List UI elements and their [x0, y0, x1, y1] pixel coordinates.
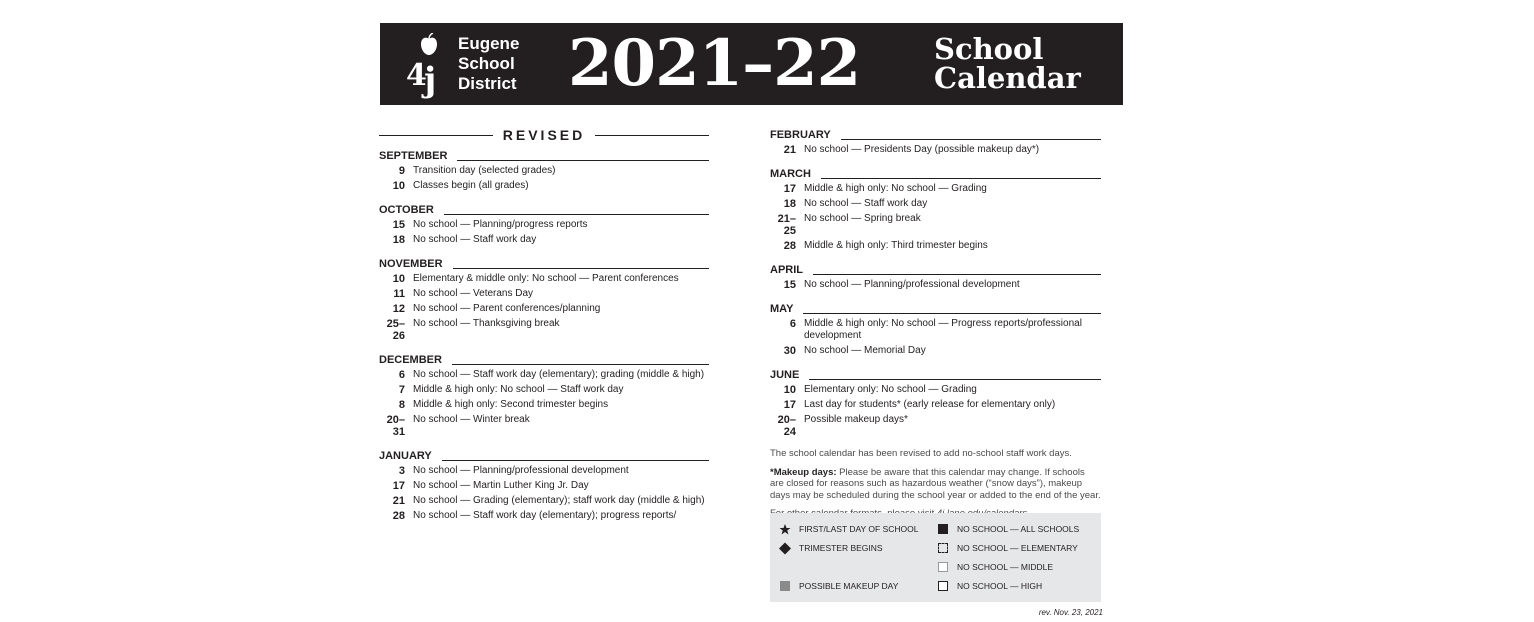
event-description: No school — Staff work day [804, 198, 928, 209]
right-column [770, 126, 1101, 520]
event-item [770, 144, 1101, 156]
event-day: 12 [392, 303, 405, 315]
event-day: 11 [393, 288, 405, 300]
diamond-icon [779, 542, 791, 554]
event-item [379, 180, 709, 192]
event-day: 25–26 [386, 318, 405, 342]
event-description: Classes begin (all grades) [413, 180, 529, 191]
event-item [770, 384, 1101, 396]
outline-square-icon [937, 580, 949, 592]
month-name: MAY [770, 303, 794, 315]
event-item [379, 318, 709, 342]
event-description: Middle & high only: No school — Staff work day [413, 384, 624, 395]
legend [770, 513, 1101, 602]
event-item [379, 165, 709, 177]
event-description: Middle & high only: No school — Progress reports/professional development [804, 318, 1082, 341]
legend-middle: NO SCHOOL — MIDDLE [937, 561, 1053, 573]
event-item [770, 240, 1101, 252]
month-name: OCTOBER [379, 204, 434, 216]
month-november [379, 255, 709, 342]
left-column [379, 126, 709, 531]
month-header [770, 165, 1101, 180]
makeup-note: *Makeup days: Please be aware that this calendar may change. If schools are closed for reasons such as hazardous weather (“snow days”), makeup days may be scheduled during the school year or added to the end of the year. [770, 466, 1101, 501]
event-description: No school — Thanksgiving break [413, 318, 560, 329]
event-day: 10 [392, 273, 405, 285]
month-name: JANUARY [379, 450, 432, 462]
event-item [379, 465, 709, 477]
event-day: 7 [398, 384, 405, 396]
month-header [379, 447, 709, 462]
event-day: 8 [398, 399, 405, 411]
month-april [770, 261, 1101, 291]
revised-heading: REVISED [379, 126, 709, 144]
event-item [379, 510, 709, 522]
event-day: 9 [398, 165, 405, 177]
event-item [770, 345, 1101, 357]
month-march [770, 165, 1101, 252]
district-logo-icon [406, 33, 446, 99]
month-september [379, 147, 709, 192]
month-header [379, 147, 709, 162]
month-february [770, 126, 1101, 156]
legend-high: NO SCHOOL — HIGH [937, 580, 1042, 592]
event-description: No school — Winter break [413, 414, 530, 425]
event-day: 6 [789, 318, 796, 330]
event-item [379, 303, 709, 315]
light-square-icon [937, 561, 949, 573]
event-description: No school — Planning/professional development [413, 465, 629, 476]
event-item [379, 234, 709, 246]
event-day: 10 [783, 384, 796, 396]
event-item [770, 414, 1101, 438]
event-description: No school — Presidents Day (possible makeup day*) [804, 144, 1040, 155]
svg-text:4: 4 [406, 58, 427, 93]
month-name: APRIL [770, 264, 803, 276]
event-description: Possible makeup days* [804, 414, 908, 425]
event-description: Middle & high only: No school — Grading [804, 183, 987, 194]
solid-square-icon [937, 523, 949, 535]
event-item [379, 219, 709, 231]
star-icon [779, 523, 791, 535]
svg-text:j: j [424, 60, 437, 99]
event-description: Last day for students* (early release for elementary only) [804, 399, 1056, 410]
event-item [379, 495, 709, 507]
event-description: No school — Planning/progress reports [413, 219, 588, 230]
event-item [379, 399, 709, 411]
event-item [770, 279, 1101, 291]
month-name: DECEMBER [379, 354, 442, 366]
gray-square-icon [779, 580, 791, 592]
legend-first-last: FIRST/LAST DAY OF SCHOOL [779, 523, 919, 535]
month-name: FEBRUARY [770, 129, 831, 141]
event-description: No school — Grading (elementary); staff work day (middle & high) [413, 495, 705, 506]
month-january [379, 447, 709, 522]
legend-all-schools: NO SCHOOL — ALL SCHOOLS [937, 523, 1079, 535]
event-description: No school — Staff work day [413, 234, 537, 245]
event-description: Transition day (selected grades) [413, 165, 556, 176]
event-description: No school — Staff work day (elementary); grading (middle & high) [413, 369, 705, 380]
event-day: 18 [783, 198, 796, 210]
event-day: 21–25 [777, 213, 796, 237]
event-item [379, 273, 709, 285]
month-may [770, 300, 1101, 357]
header-banner [380, 23, 1123, 105]
month-name: MARCH [770, 168, 811, 180]
event-day: 3 [398, 465, 405, 477]
event-item [770, 183, 1101, 195]
event-day: 20–24 [777, 414, 796, 438]
event-item [770, 198, 1101, 210]
month-header [379, 351, 709, 366]
event-day: 20–31 [386, 414, 405, 438]
event-day: 17 [392, 480, 405, 492]
event-description: Middle & high only: Second trimester begins [413, 399, 609, 410]
legend-elementary: NO SCHOOL — ELEMENTARY [937, 542, 1078, 554]
revision-note: The school calendar has been revised to add no-school staff work days. [770, 448, 1072, 459]
event-description: No school — Veterans Day [413, 288, 534, 299]
event-description: No school — Staff work day (elementary); progress reports/ [413, 510, 677, 521]
month-header [770, 126, 1101, 141]
event-description: No school — Martin Luther King Jr. Day [413, 480, 589, 491]
event-item [770, 213, 1101, 237]
month-name: SEPTEMBER [379, 150, 448, 162]
month-name: JUNE [770, 369, 800, 381]
event-day: 18 [392, 234, 405, 246]
event-description: No school — Parent conferences/planning [413, 303, 601, 314]
month-october [379, 201, 709, 246]
event-item [770, 318, 1101, 342]
event-day: 17 [783, 183, 796, 195]
event-day: 6 [398, 369, 405, 381]
event-day: 15 [392, 219, 405, 231]
event-day: 28 [392, 510, 405, 522]
district-name: Eugene School District [458, 34, 520, 93]
event-day: 21 [392, 495, 405, 507]
month-header [770, 300, 1101, 315]
event-item [379, 480, 709, 492]
month-header [770, 366, 1101, 381]
month-december [379, 351, 709, 438]
event-day: 21 [783, 144, 796, 156]
event-description: No school — Memorial Day [804, 345, 926, 356]
event-description: No school — Spring break [804, 213, 921, 224]
event-item [770, 399, 1101, 411]
event-day: 30 [783, 345, 796, 357]
event-description: Middle & high only: Third trimester begins [804, 240, 988, 251]
event-day: 17 [783, 399, 796, 411]
calendar-title: School Calendar [934, 32, 1081, 95]
event-day: 28 [783, 240, 796, 252]
legend-makeup: POSSIBLE MAKEUP DAY [779, 580, 898, 592]
month-header [379, 255, 709, 270]
event-description: Elementary only: No school — Grading [804, 384, 977, 395]
event-day: 10 [392, 180, 405, 192]
event-item [379, 414, 709, 438]
school-year: 2021–22 [568, 26, 861, 101]
event-item [379, 384, 709, 396]
month-header [379, 201, 709, 216]
event-item [379, 369, 709, 381]
month-name: NOVEMBER [379, 258, 443, 270]
event-day: 15 [783, 279, 796, 291]
event-description: No school — Planning/professional development [804, 279, 1020, 290]
revision-date: rev. Nov. 23, 2021 [1038, 608, 1103, 617]
month-header [770, 261, 1101, 276]
month-june [770, 366, 1101, 438]
event-description: Elementary & middle only: No school — Parent conferences [413, 273, 679, 284]
dotted-square-icon [937, 542, 949, 554]
legend-trimester: TRIMESTER BEGINS [779, 542, 883, 554]
event-item [379, 288, 709, 300]
